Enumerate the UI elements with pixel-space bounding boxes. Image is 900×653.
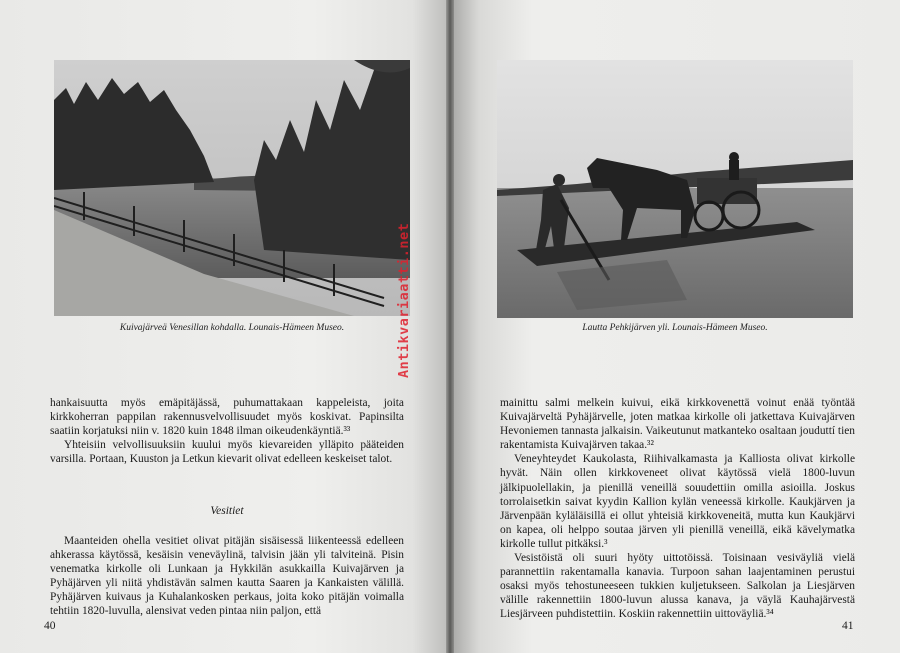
watermark-text: Antikvariaatti.net — [396, 222, 412, 378]
right-text-block — [500, 396, 855, 622]
left-page-photo — [54, 60, 410, 316]
paragraph: Veneyhteydet Kaukolasta, Riihivalkamasta ja Kalliosta olivat kirkolle hyvät. Näin ollen kirkkoveneet olivat käytössä vielä 1800-luvun jälkipuolellakin, ja pienillä veneillä souudettiin omilla asioilla. Joskus torrolaisetkin saivat kyydin Kallion kylän veneessä kirkolle. Kaukjärven ja Järvenpään kyläläisillä ei ollut yhteisiä kirkkoveneitä, mutta kun Kaukjärvi on kapea, oli helppo soutaa järven yli pienillä veneillä, eikä kävelymatka kirkolle tullut pitkäksi.³ — [500, 453, 855, 550]
left-photo-caption: Kuivajärveä Venesillan kohdalla. Lounais-Hämeen Museo. — [119, 323, 345, 333]
page-number-right: 41 — [842, 620, 854, 632]
left-text-block-top — [50, 396, 404, 466]
paragraph: Maanteiden ohella vesitiet olivat pitäjän sisäisessä liikenteessä edelleen ahkerassa käytössä, kesäisin veneväylinä, talvisin jään yli talviteinä. Pisin venematka kirkolle oli Lunkaan ja Hykkilän asukkailla Kuivajärven ja Pyhäjärven yli niitä yhdistävän salmen kautta Saaren ja Kankaisten välillä. Pyhäjärven kuivaus ja Kuhalankosken perkaus, joita koko pitäjän voimalla tehtiin 1820-luvulla, alensivat veden pintaa niin paljon, että — [50, 535, 404, 618]
paragraph: Yhteisiin velvollisuuksiin kuului myös kievareiden ylläpito pääteiden varsilla. Portaan, Kuuston ja Letkun kievarit olivat edelleen keskeiset talot. — [50, 439, 404, 466]
book-gutter — [446, 0, 454, 653]
section-heading: Vesitiet — [210, 505, 244, 517]
right-page-photo — [497, 60, 853, 318]
right-photo-caption: Lautta Pehkijärven yli. Lounais-Hämeen Museo. — [582, 323, 768, 333]
left-text-block-bottom — [50, 534, 404, 619]
paragraph: Vesistöistä oli suuri hyöty uittotöissä. Toisinaan vesiväyliä vielä parannettiin rakentamalla kanavia. Turpoon sahan laajentaminen perustui osaksi myös tehostuneeseen tukkien kuljetukseen. Salkolan ja Liesjärven välille rakennettiin 1800-luvun alussa kanava, ja väylä Kauhajärvestä Liesjärveen puhdistettiin. Koskiin rakennettiin uittoväyliä.³⁴ — [500, 552, 855, 621]
paragraph: hankaisuutta myös emäpitäjässä, puhumattakaan kappeleista, joita kirkkoherran pappilan rakennusvelvollisuudet myös koskivat. Papinsilta saatiin korjatuksi niin v. 1820 kuin 1848 ilman oikeudenkäyntiä.³³ — [50, 397, 404, 438]
page-number-left: 40 — [44, 620, 56, 632]
paragraph: mainittu salmi melkein kuivui, eikä kirkkovenettä voinut enää työntää Kuivajärveltä Pyhäjärvelle, joten matkaa kirkolle oli jatkettava Kuivajärven Hevoniemen tannasta jalkaisin. Vaikeutunut matkanteko osaltaan jouduttí tien rakentamista Kuivajärven takaa.³² — [500, 397, 855, 452]
